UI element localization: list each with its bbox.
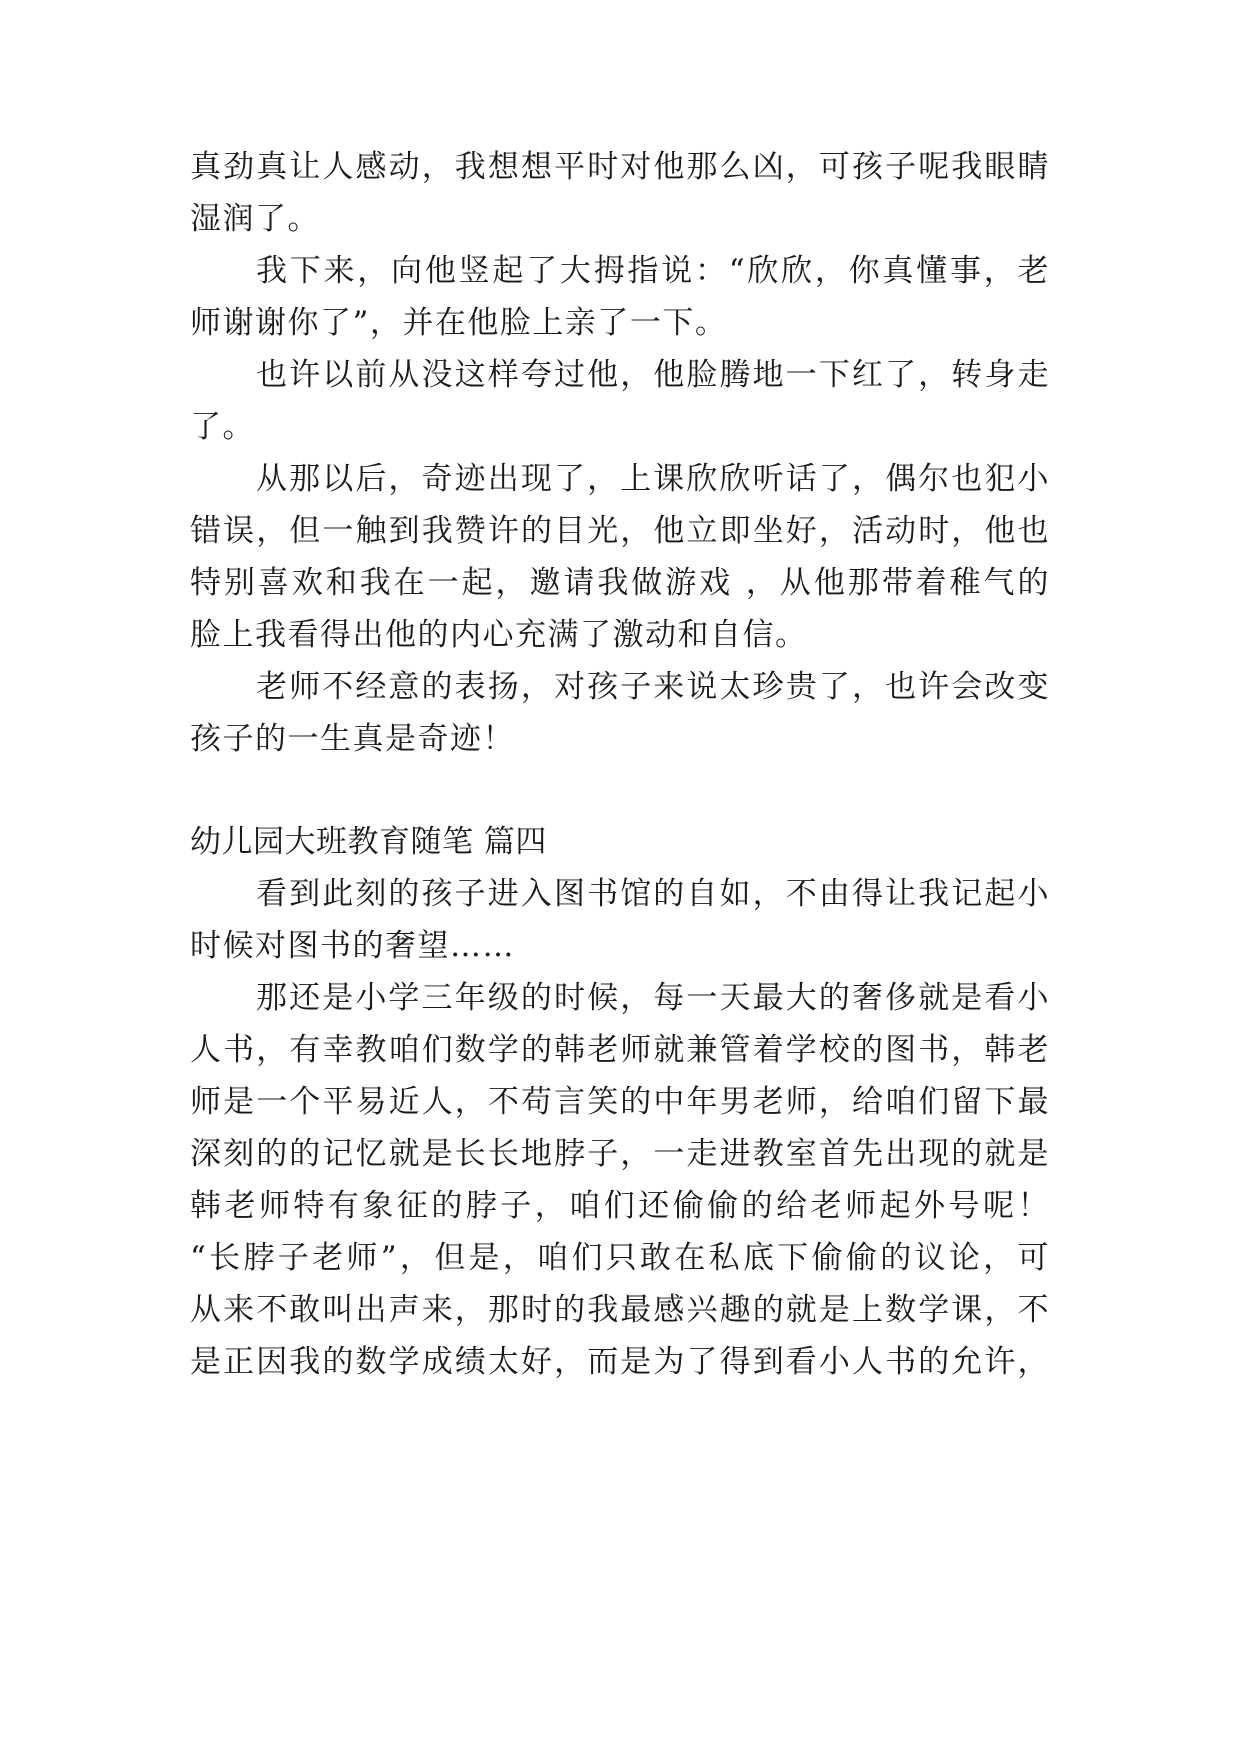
text-line: 师谢谢你了”，并在他脸上亲了一下。: [190, 305, 728, 341]
text-line: 脸上我看得出他的内心充满了激动和自信。: [190, 617, 808, 653]
text-line: 也许以前从没这样夸过他，他脸腾地一下红了，转身走: [256, 357, 1050, 393]
text-line: 那还是小学三年级的时候，每一天最大的奢侈就是看小: [256, 980, 1050, 1016]
text-line: 从那以后，奇迹出现了，上课欣欣听话了，偶尔也犯小: [256, 461, 1050, 497]
text-line: 师是一个平易近人，不苟言笑的中年男老师，给咱们留下最: [190, 1084, 1050, 1120]
section-heading: 幼儿园大班教育随笔 篇四: [190, 824, 547, 860]
text-line: 从来不敢叫出声来，那时的我最感兴趣的就是上数学课，不: [190, 1292, 1050, 1328]
text-line: 真劲真让人感动，我想想平时对他那么凶，可孩子呢我眼睛: [190, 149, 1050, 185]
text-line: 看到此刻的孩子进入图书馆的自如，不由得让我记起小: [256, 876, 1050, 912]
text-line: 我下来，向他竖起了大拇指说：“欣欣，你真懂事，老: [256, 253, 1050, 289]
text-line: 了。: [190, 409, 255, 445]
text-line: 特别喜欢和我在一起，邀请我做游戏 ，从他那带着稚气的: [190, 565, 1050, 601]
text-line: 老师不经意的表扬，对孩子来说太珍贵了，也许会改变: [256, 669, 1050, 705]
text-line: 人书，有幸教咱们数学的韩老师就兼管着学校的图书，韩老: [190, 1032, 1050, 1068]
text-line: 韩老师特有象征的脖子，咱们还偷偷的给老师起外号呢！: [190, 1188, 1050, 1224]
text-line: 是正因我的数学成绩太好，而是为了得到看小人书的允许，: [190, 1344, 1050, 1380]
text-line: 时候对图书的奢望……: [190, 928, 515, 964]
text-line: 孩子的一生真是奇迹！: [190, 721, 515, 757]
text-line: 错误，但一触到我赞许的目光，他立即坐好，活动时，他也: [190, 513, 1050, 549]
text-line: 深刻的的记忆就是长长地脖子，一走进教室首先出现的就是: [190, 1136, 1050, 1172]
text-line: “长脖子老师”，但是，咱们只敢在私底下偷偷的议论，可: [190, 1240, 1050, 1276]
text-line: 湿润了。: [190, 201, 320, 237]
